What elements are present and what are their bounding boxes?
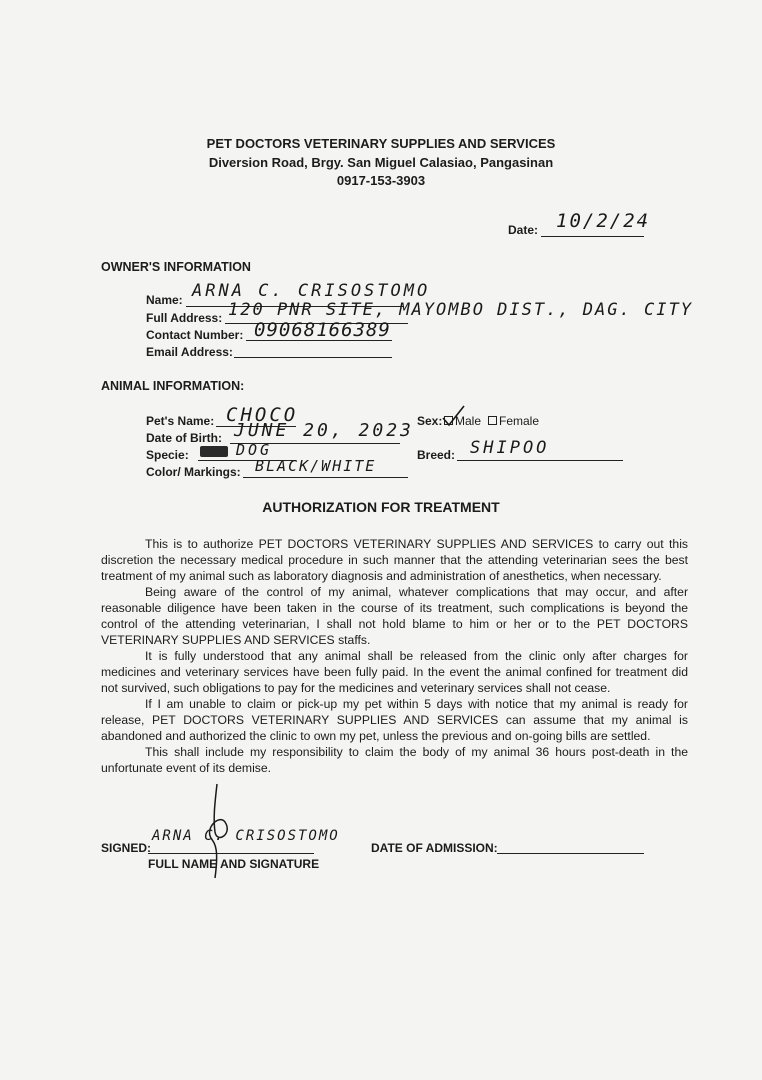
paragraph-release: It is fully understood that any animal shall be released from the clinic only after charges for medicines and veterinary services have been fully paid. In the event the animal confined for treatment did not survived, such obligations to pay for the medicines and veterinary services shall not cease.: [101, 649, 688, 695]
email-label: Email Address:: [146, 345, 233, 359]
name-value: ARNA C. CRISOSTOMO: [192, 281, 431, 301]
color-line: [243, 477, 408, 478]
breed-label: Breed:: [417, 448, 456, 462]
authorization-body: [101, 536, 688, 776]
female-checkbox[interactable]: [488, 416, 497, 425]
date-line: [541, 236, 644, 237]
pet-name-label: Pet's Name:: [146, 414, 215, 428]
color-value: BLACK/WHITE: [255, 457, 377, 475]
specie-value: DOG: [236, 441, 273, 459]
sex-label: Sex:: [417, 414, 443, 428]
address-label: Full Address:: [146, 311, 223, 325]
color-label: Color/ Markings:: [146, 465, 241, 479]
paragraph-post-death: This shall include my responsibility to claim the body of my animal 36 hours post-death in the unfortunate event of its demise.: [101, 745, 688, 775]
signature-caption: FULL NAME AND SIGNATURE: [148, 857, 320, 871]
sex-male-label: Male: [455, 414, 482, 428]
paragraph-complications: Being aware of the control of my animal, whatever complications that may occur, and after reasonable diligence have been taken in the course of its treatment, such complications is beyond the control of the attending veterinarian, I shall not hold blame to him or her or to the PET DOCTORS VETERINARY SUPPLIES AND SERVICES staffs.: [101, 585, 688, 647]
dob-label: Date of Birth:: [146, 431, 222, 445]
dob-value: JUNE 20, 2023: [234, 420, 414, 441]
owner-section-title: OWNER'S INFORMATION: [101, 260, 251, 274]
paragraph-authorize: This is to authorize PET DOCTORS VETERINARY SUPPLIES AND SERVICES to carry out this discretion the necessary medical procedure in such manner that the attending veterinarian sees the best treatment of my animal such as laboratory diagnosis and administration of anesthetics, when necessary.: [101, 537, 688, 583]
address-value: 120 PNR SITE, MAYOMBO DIST., DAG. CITY: [228, 300, 693, 320]
company-address: Diversion Road, Brgy. San Miguel Calasiao, Pangasinan: [208, 155, 554, 170]
name-label: Name:: [146, 293, 183, 307]
specie-label: Specie:: [146, 448, 189, 462]
contact-label: Contact Number:: [146, 328, 244, 342]
admission-label: DATE OF ADMISSION:: [371, 841, 498, 855]
signed-label: SIGNED:: [101, 841, 152, 855]
admission-line: [497, 853, 644, 854]
animal-section-title: ANIMAL INFORMATION:: [101, 379, 245, 393]
paragraph-abandonment: If I am unable to claim or pick-up my pet within 5 days with notice that my animal is ready for release, PET DOCTORS VETERINARY SUPPLIES AND SERVICES can assume that my animal is abandoned and authorized the clinic to own my pet, unless the previous and on-going bills are settled.: [101, 697, 688, 743]
date-label: Date:: [508, 223, 539, 237]
scribbled-out-word: [200, 446, 228, 457]
date-value: 10/2/24: [556, 210, 651, 232]
breed-value: SHIPOO: [470, 438, 550, 458]
contact-value: 09068166389: [254, 319, 391, 341]
signed-value: ARNA C. CRISOSTOMO: [152, 828, 340, 844]
email-line: [234, 357, 392, 358]
breed-line: [457, 460, 623, 461]
company-name: PET DOCTORS VETERINARY SUPPLIES AND SERVICES: [206, 136, 556, 151]
sex-female-label: Female: [499, 414, 540, 428]
pet-name-value: CHOCO: [226, 404, 299, 426]
company-phone: 0917-153-3903: [336, 173, 426, 188]
authorization-title: AUTHORIZATION FOR TREATMENT: [262, 499, 500, 515]
